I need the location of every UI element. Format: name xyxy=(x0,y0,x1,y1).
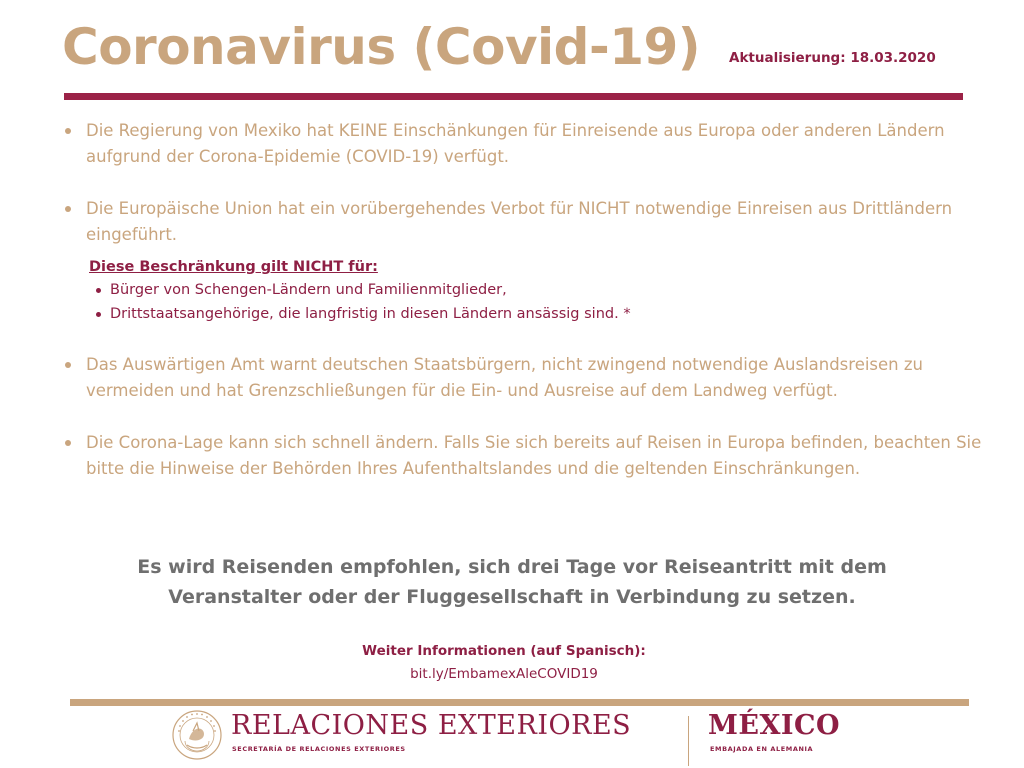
embassy-subtitle: EMBAJADA EN ALEMANIA xyxy=(710,745,814,753)
exception-list xyxy=(62,256,982,326)
bullet-dot-icon xyxy=(65,206,71,212)
more-info-label: Weiter Informationen (auf Spanisch): xyxy=(362,643,646,659)
bullet-list xyxy=(62,118,982,482)
bullet-item xyxy=(62,352,982,404)
bullet-dot-icon xyxy=(96,288,101,293)
update-date: Aktualisierung: 18.03.2020 xyxy=(729,50,936,66)
bullet-dot-icon xyxy=(65,362,71,368)
exception-heading: Diese Beschränkung gilt NICHT für: xyxy=(89,259,378,275)
bullet-dot-icon xyxy=(96,312,101,317)
ministry-subtitle: SECRETARÍA DE RELACIONES EXTERIORES xyxy=(232,745,406,753)
ministry-title: RELACIONES EXTERIORES xyxy=(231,710,632,741)
bullet-dot-icon xyxy=(65,440,71,446)
bullet-item xyxy=(62,118,982,170)
bullet-text: Das Auswärtigen Amt warnt deutschen Staatsbürgern, nicht zwingend notwendige Auslandsreisen zu vermeiden und hat Grenzschließungen für die Ein- und Ausreise auf dem Landweg verfügt. xyxy=(86,355,923,400)
bullet-item xyxy=(62,196,982,248)
mexico-title: MÉXICO xyxy=(708,710,841,741)
bottom-divider xyxy=(70,699,969,706)
bullet-text: Die Corona-Lage kann sich schnell ändern. Falls Sie sich bereits auf Reisen in Europa befinden, beachten Sie bitte die Hinweise der Behörden Ihres Aufenthaltslandes und die geltenden Einschränkungen. xyxy=(86,433,982,478)
mexico-seal-icon xyxy=(171,709,223,761)
exception-text: Bürger von Schengen-Ländern und Familienmitglieder, xyxy=(110,282,507,298)
bullet-text: Die Europäische Union hat ein vorübergehendes Verbot für NICHT notwendige Einreisen aus Drittländern eingeführt. xyxy=(86,199,953,244)
bullet-item xyxy=(62,430,982,482)
bullet-text: Die Regierung von Mexiko hat KEINE Einschänkungen für Einreisende aus Europa oder anderen Ländern aufgrund der Corona-Epidemie (COVID-19) verfügt. xyxy=(86,121,945,166)
exception-item xyxy=(89,302,982,326)
bullet-dot-icon xyxy=(65,128,71,134)
more-info-link[interactable]: bit.ly/EmbamexAleCOVID19 xyxy=(410,666,598,682)
recommendation-line: Es wird Reisenden empfohlen, sich drei Tage vor Reiseantritt mit dem xyxy=(137,556,887,578)
footer-divider xyxy=(688,716,689,766)
exception-item xyxy=(89,278,982,302)
recommendation-line: Veranstalter oder der Fluggesellschaft in Verbindung zu setzen. xyxy=(168,586,856,608)
recommendation-text xyxy=(0,552,1024,612)
exception-text: Drittstaatsangehörige, die langfristig in diesen Ländern ansässig sind. * xyxy=(110,306,631,322)
page-title: Coronavirus (Covid-19) xyxy=(62,18,701,76)
top-divider xyxy=(64,93,963,100)
